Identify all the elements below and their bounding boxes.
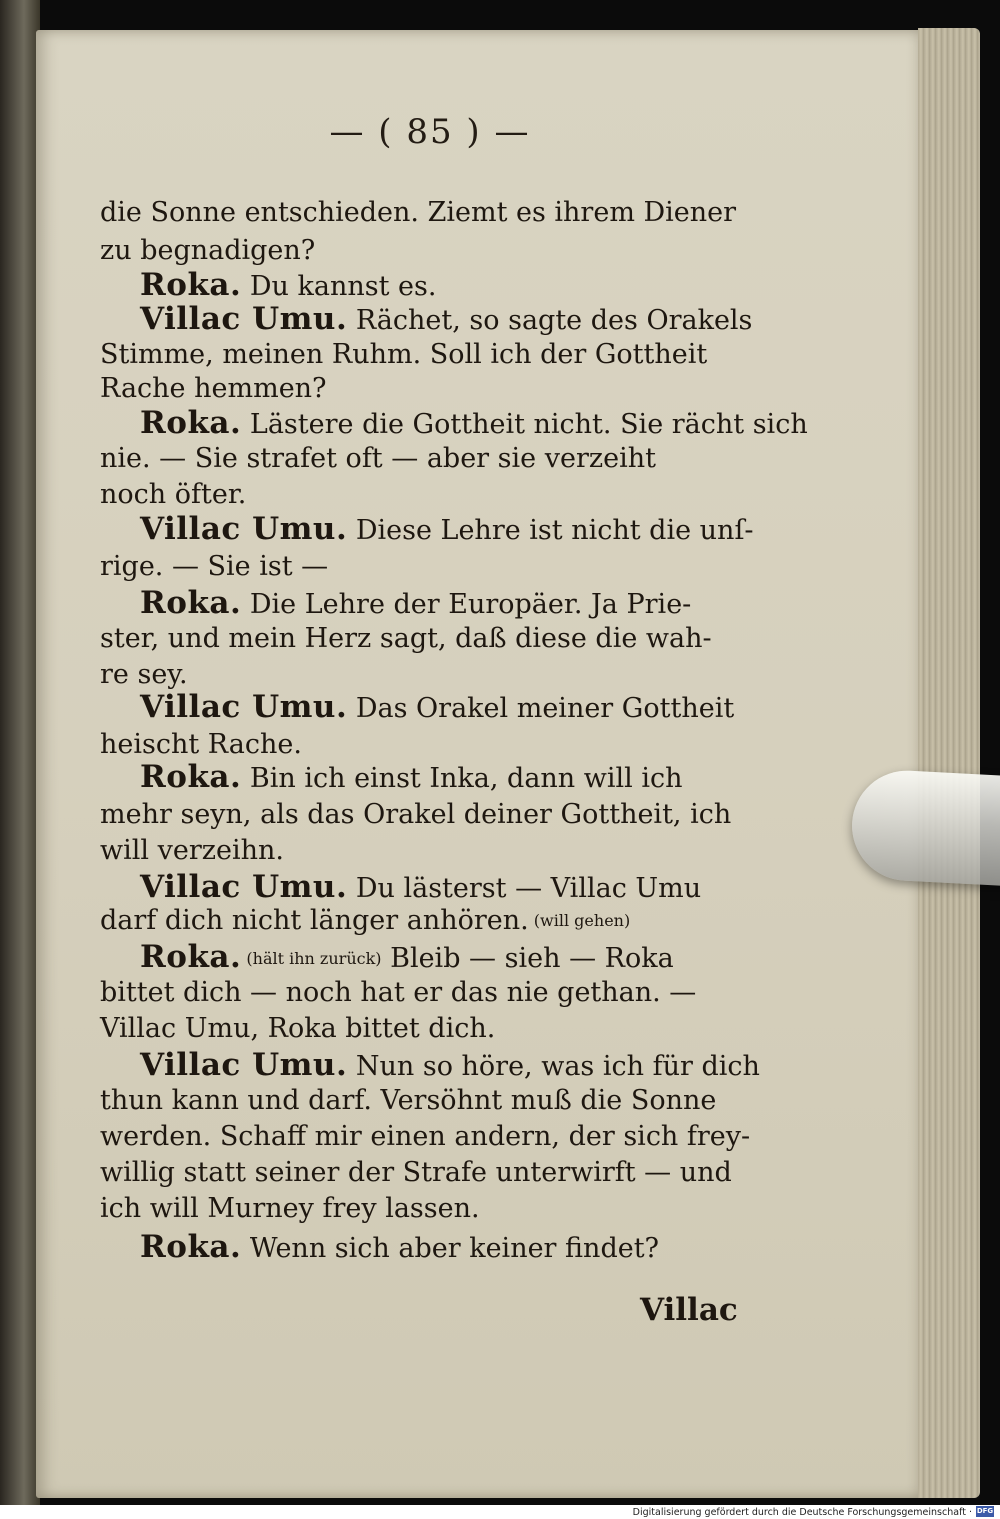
text-line [140, 300, 770, 338]
line-text: Bleib — sieh — Roka [381, 943, 674, 974]
line-text: noch öfter. [100, 479, 247, 510]
stage-direction: (hält ihn zurück) [241, 949, 382, 968]
line-text: werden. Schaff mir einen andern, der sich frey- [100, 1121, 751, 1152]
speaker-name: Roka. [140, 759, 242, 795]
speaker-name: Villac Umu. [140, 689, 348, 725]
line-text: will verzeihn. [100, 835, 284, 866]
line-text: Das Orakel meiner Gottheit [347, 693, 735, 724]
line-text: die Sonne entschieden. Ziemt es ihrem Diener [100, 197, 737, 228]
line-text: ster, und mein Herz sagt, daß diese die wah- [100, 623, 712, 654]
line-text: willig statt seiner der Strafe unterwirft — und [100, 1157, 732, 1188]
line-text: thun kann und darf. Versöhnt muß die Sonne [100, 1085, 717, 1116]
speaker-name: Villac Umu. [140, 869, 348, 905]
text-line [140, 868, 770, 906]
line-text: Lästere die Gottheit nicht. Sie rächt sich [241, 409, 808, 440]
line-text: Villac Umu, Roka bittet dich. [100, 1013, 496, 1044]
text-line [140, 404, 808, 442]
line-text: mehr seyn, als das Orakel deiner Gottheit, ich [100, 799, 732, 830]
bookmark-clip [849, 768, 1000, 886]
text-line [100, 232, 770, 270]
speaker-name: Roka. [140, 267, 242, 303]
text-line [100, 548, 770, 586]
text-line [140, 1228, 770, 1266]
line-text: Diese Lehre ist nicht die unſ- [347, 515, 754, 546]
line-text: re sey. [100, 659, 188, 690]
line-text: Nun so höre, was ich für dich [347, 1051, 760, 1082]
text-line [140, 938, 770, 976]
text-line [100, 796, 770, 834]
text-line [100, 370, 770, 408]
text-line [100, 974, 770, 1012]
text-line [100, 440, 770, 478]
text-line [140, 510, 770, 548]
text-line [140, 758, 770, 796]
stage-direction: (will gehen) [528, 911, 631, 930]
text-line [140, 266, 770, 304]
line-text: Du kannst es. [241, 271, 437, 302]
line-text: Stimme, meinen Ruhm. Soll ich der Gottheit [100, 339, 708, 370]
line-text: Rache hemmen? [100, 373, 327, 404]
text-line [100, 1154, 770, 1192]
line-text: ich will Murney frey lassen. [100, 1193, 480, 1224]
line-text: zu begnadigen? [100, 235, 316, 266]
speaker-name: Roka. [140, 405, 242, 441]
line-text: Wenn sich aber keiner findet? [241, 1233, 660, 1264]
page-header: — ( 85 ) — [329, 112, 531, 152]
footer-credit: Digitalisierung gefördert durch die Deutsche Forschungsgemeinschaft · [632, 1506, 972, 1518]
speaker-name: Villac Umu. [140, 511, 348, 547]
line-text: heischt Rache. [100, 729, 302, 760]
line-text: Rächet, so sagte des Orakels [347, 305, 753, 336]
line-text: rige. — Sie ist — [100, 551, 329, 582]
text-line [100, 336, 770, 374]
line-text: bittet dich — noch hat er das nie gethan. — [100, 977, 697, 1008]
text-line [100, 832, 770, 870]
line-text: Die Lehre der Europäer. Ja Prie- [241, 589, 692, 620]
page-edges [918, 28, 980, 1498]
line-text: Du lästerst — Villac Umu [347, 873, 702, 904]
dfg-logo-icon: DFG [976, 1507, 994, 1515]
text-line [100, 902, 770, 940]
line-text: nie. — Sie strafet oft — aber sie verzeiht [100, 443, 656, 474]
line-text: Bin ich einst Inka, dann will ich [241, 763, 683, 794]
speaker-name: Roka. [140, 939, 242, 975]
text-line [100, 1118, 770, 1156]
speaker-name: Roka. [140, 585, 242, 621]
text-line [100, 620, 770, 658]
text-line [100, 476, 770, 514]
text-line [100, 1010, 770, 1048]
speaker-name: Roka. [140, 1229, 242, 1265]
line-text: darf dich nicht länger anhören. [100, 905, 529, 936]
text-line [140, 584, 770, 622]
left-page-edge [0, 0, 40, 1505]
speaker-name: Villac Umu. [140, 301, 348, 337]
speaker-name: Villac Umu. [140, 1047, 348, 1083]
text-line [100, 1190, 770, 1228]
catchword: Villac [640, 1292, 738, 1328]
footer-bar [0, 1505, 1000, 1519]
text-line [100, 194, 770, 232]
text-line [140, 1046, 770, 1084]
text-line [140, 688, 770, 726]
text-line [100, 1082, 770, 1120]
